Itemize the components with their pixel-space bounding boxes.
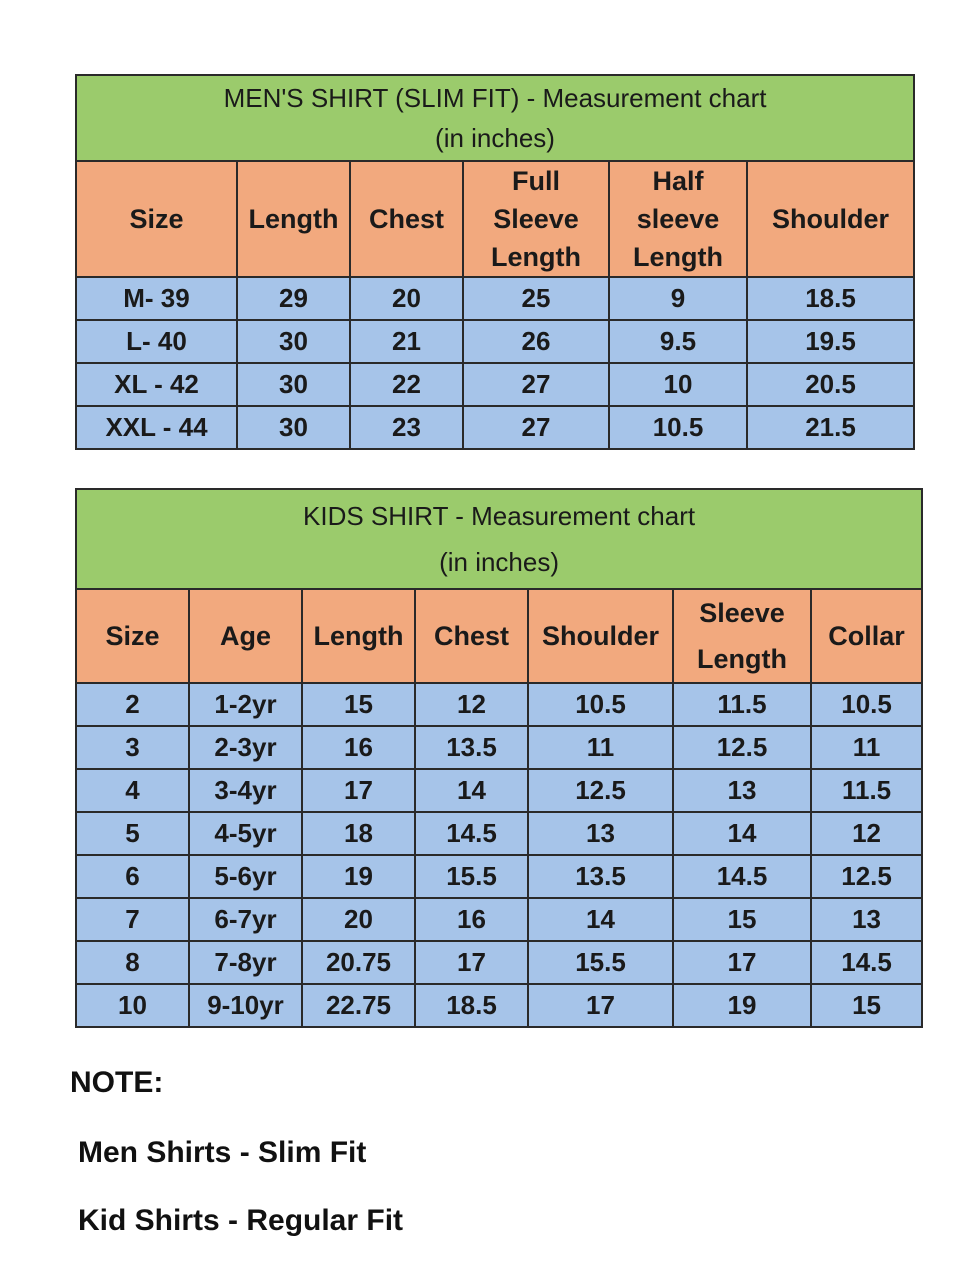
table-cell: 11.5 bbox=[673, 683, 811, 726]
table-cell: M- 39 bbox=[76, 277, 237, 320]
table-cell: 14.5 bbox=[811, 941, 922, 984]
kids-header-age bbox=[189, 589, 302, 683]
table-cell: 23 bbox=[350, 406, 463, 449]
table-row bbox=[76, 898, 922, 941]
table-cell: 10 bbox=[609, 363, 747, 406]
table-cell: 10.5 bbox=[528, 683, 673, 726]
men-shirt-measurement-table bbox=[75, 74, 915, 450]
table-cell: 7-8yr bbox=[189, 941, 302, 984]
table-cell: 16 bbox=[302, 726, 415, 769]
table-cell: 17 bbox=[673, 941, 811, 984]
table-cell: 29 bbox=[237, 277, 350, 320]
men-header-shoulder bbox=[747, 161, 914, 277]
kids-header-length bbox=[302, 589, 415, 683]
table-row bbox=[76, 726, 922, 769]
men-header-size bbox=[76, 161, 237, 277]
table-cell: 13.5 bbox=[415, 726, 528, 769]
table-cell: 17 bbox=[528, 984, 673, 1027]
header-text: Length bbox=[313, 621, 404, 651]
table-cell: 18 bbox=[302, 812, 415, 855]
men-header-chest bbox=[350, 161, 463, 277]
table-cell: 5-6yr bbox=[189, 855, 302, 898]
men-table-title-row bbox=[76, 75, 914, 161]
kids-header-chest bbox=[415, 589, 528, 683]
table-cell: 13.5 bbox=[528, 855, 673, 898]
men-table-title-main: MEN'S SHIRT (SLIM FIT) - Measurement chart bbox=[223, 83, 767, 113]
table-cell: 15 bbox=[302, 683, 415, 726]
header-text: Chest bbox=[368, 204, 444, 234]
note-men-fit: Men Shirts - Slim Fit bbox=[78, 1136, 367, 1169]
men-table-title-unit: (in inches) bbox=[435, 123, 555, 153]
kids-header-size bbox=[76, 589, 189, 683]
kids-table-title bbox=[76, 489, 922, 589]
table-cell: 9.5 bbox=[609, 320, 747, 363]
table-cell: 19.5 bbox=[747, 320, 914, 363]
table-cell: 14 bbox=[528, 898, 673, 941]
header-text: Length bbox=[633, 242, 723, 272]
note-heading: NOTE: bbox=[70, 1066, 164, 1099]
table-cell: 4 bbox=[76, 769, 189, 812]
table-cell: 2 bbox=[76, 683, 189, 726]
table-cell: 19 bbox=[673, 984, 811, 1027]
table-cell: 10 bbox=[76, 984, 189, 1027]
table-cell: 9 bbox=[609, 277, 747, 320]
table-cell: 6-7yr bbox=[189, 898, 302, 941]
table-cell: 27 bbox=[463, 406, 609, 449]
header-text: Shoulder bbox=[541, 621, 659, 651]
header-text: Sleeve bbox=[493, 204, 579, 234]
table-cell: 15.5 bbox=[528, 941, 673, 984]
table-cell: 25 bbox=[463, 277, 609, 320]
table-cell: 12 bbox=[811, 812, 922, 855]
table-cell: 10.5 bbox=[609, 406, 747, 449]
table-row bbox=[76, 363, 914, 406]
table-cell: 1-2yr bbox=[189, 683, 302, 726]
table-cell: 5 bbox=[76, 812, 189, 855]
table-cell: 14.5 bbox=[415, 812, 528, 855]
table-cell: 22 bbox=[350, 363, 463, 406]
kids-header-collar bbox=[811, 589, 922, 683]
table-cell: 13 bbox=[673, 769, 811, 812]
header-text: Length bbox=[491, 242, 581, 272]
table-cell: 26 bbox=[463, 320, 609, 363]
table-cell: 11 bbox=[811, 726, 922, 769]
header-text: Collar bbox=[828, 621, 905, 651]
table-cell: 27 bbox=[463, 363, 609, 406]
table-row bbox=[76, 812, 922, 855]
table-cell: 17 bbox=[302, 769, 415, 812]
kids-table-title-row bbox=[76, 489, 922, 589]
table-row bbox=[76, 683, 922, 726]
header-text: Length bbox=[697, 644, 787, 674]
table-row bbox=[76, 277, 914, 320]
table-cell: 30 bbox=[237, 363, 350, 406]
table-row bbox=[76, 320, 914, 363]
table-cell: 16 bbox=[415, 898, 528, 941]
table-row bbox=[76, 984, 922, 1027]
table-cell: 7 bbox=[76, 898, 189, 941]
table-cell: 20 bbox=[302, 898, 415, 941]
table-cell: 13 bbox=[811, 898, 922, 941]
table-cell: 17 bbox=[415, 941, 528, 984]
kids-header-shoulder bbox=[528, 589, 673, 683]
table-cell: 19 bbox=[302, 855, 415, 898]
table-cell: 13 bbox=[528, 812, 673, 855]
header-text: Size bbox=[129, 204, 184, 234]
table-cell: 14 bbox=[673, 812, 811, 855]
table-cell: 3-4yr bbox=[189, 769, 302, 812]
table-cell: 10.5 bbox=[811, 683, 922, 726]
kids-table-header-row bbox=[76, 589, 922, 683]
table-cell: 20 bbox=[350, 277, 463, 320]
header-text: Half bbox=[652, 166, 704, 196]
men-header-length bbox=[237, 161, 350, 277]
kids-shirt-measurement-table bbox=[75, 488, 923, 1028]
table-cell: 22.75 bbox=[302, 984, 415, 1027]
table-cell: 18.5 bbox=[747, 277, 914, 320]
table-row bbox=[76, 406, 914, 449]
table-cell: 18.5 bbox=[415, 984, 528, 1027]
table-cell: 14.5 bbox=[673, 855, 811, 898]
table-cell: 11 bbox=[528, 726, 673, 769]
table-row bbox=[76, 769, 922, 812]
table-cell: 9-10yr bbox=[189, 984, 302, 1027]
kids-table-title-main: KIDS SHIRT - Measurement chart bbox=[303, 501, 696, 531]
table-cell: 4-5yr bbox=[189, 812, 302, 855]
table-cell: 12.5 bbox=[811, 855, 922, 898]
header-text: Length bbox=[248, 204, 339, 234]
table-row bbox=[76, 941, 922, 984]
men-header-half-sleeve-length bbox=[609, 161, 747, 277]
table-cell: 12.5 bbox=[673, 726, 811, 769]
header-text: Shoulder bbox=[772, 204, 890, 234]
table-cell: 15 bbox=[811, 984, 922, 1027]
header-text: Size bbox=[105, 621, 160, 651]
table-cell: 14 bbox=[415, 769, 528, 812]
table-cell: 20.5 bbox=[747, 363, 914, 406]
table-cell: 11.5 bbox=[811, 769, 922, 812]
kids-table-title-unit: (in inches) bbox=[439, 547, 560, 577]
table-cell: XXL - 44 bbox=[76, 406, 237, 449]
header-text: Full bbox=[512, 166, 560, 196]
table-cell: 15.5 bbox=[415, 855, 528, 898]
table-cell: 30 bbox=[237, 406, 350, 449]
header-text: Age bbox=[219, 621, 271, 651]
table-cell: L- 40 bbox=[76, 320, 237, 363]
table-cell: 2-3yr bbox=[189, 726, 302, 769]
table-cell: 6 bbox=[76, 855, 189, 898]
note-kids-fit: Kid Shirts - Regular Fit bbox=[78, 1204, 404, 1237]
table-cell: 20.75 bbox=[302, 941, 415, 984]
header-text: Sleeve bbox=[699, 598, 785, 628]
table-cell: 12 bbox=[415, 683, 528, 726]
header-text: sleeve bbox=[636, 204, 720, 234]
table-cell: 21.5 bbox=[747, 406, 914, 449]
men-table-header-row bbox=[76, 161, 914, 277]
table-cell: 30 bbox=[237, 320, 350, 363]
table-cell: 3 bbox=[76, 726, 189, 769]
header-text: Chest bbox=[433, 621, 509, 651]
table-cell: 15 bbox=[673, 898, 811, 941]
table-cell: XL - 42 bbox=[76, 363, 237, 406]
kids-header-sleeve-length bbox=[673, 589, 811, 683]
table-cell: 21 bbox=[350, 320, 463, 363]
men-header-full-sleeve-length bbox=[463, 161, 609, 277]
men-table-title bbox=[76, 75, 914, 161]
table-cell: 8 bbox=[76, 941, 189, 984]
table-row bbox=[76, 855, 922, 898]
table-cell: 12.5 bbox=[528, 769, 673, 812]
